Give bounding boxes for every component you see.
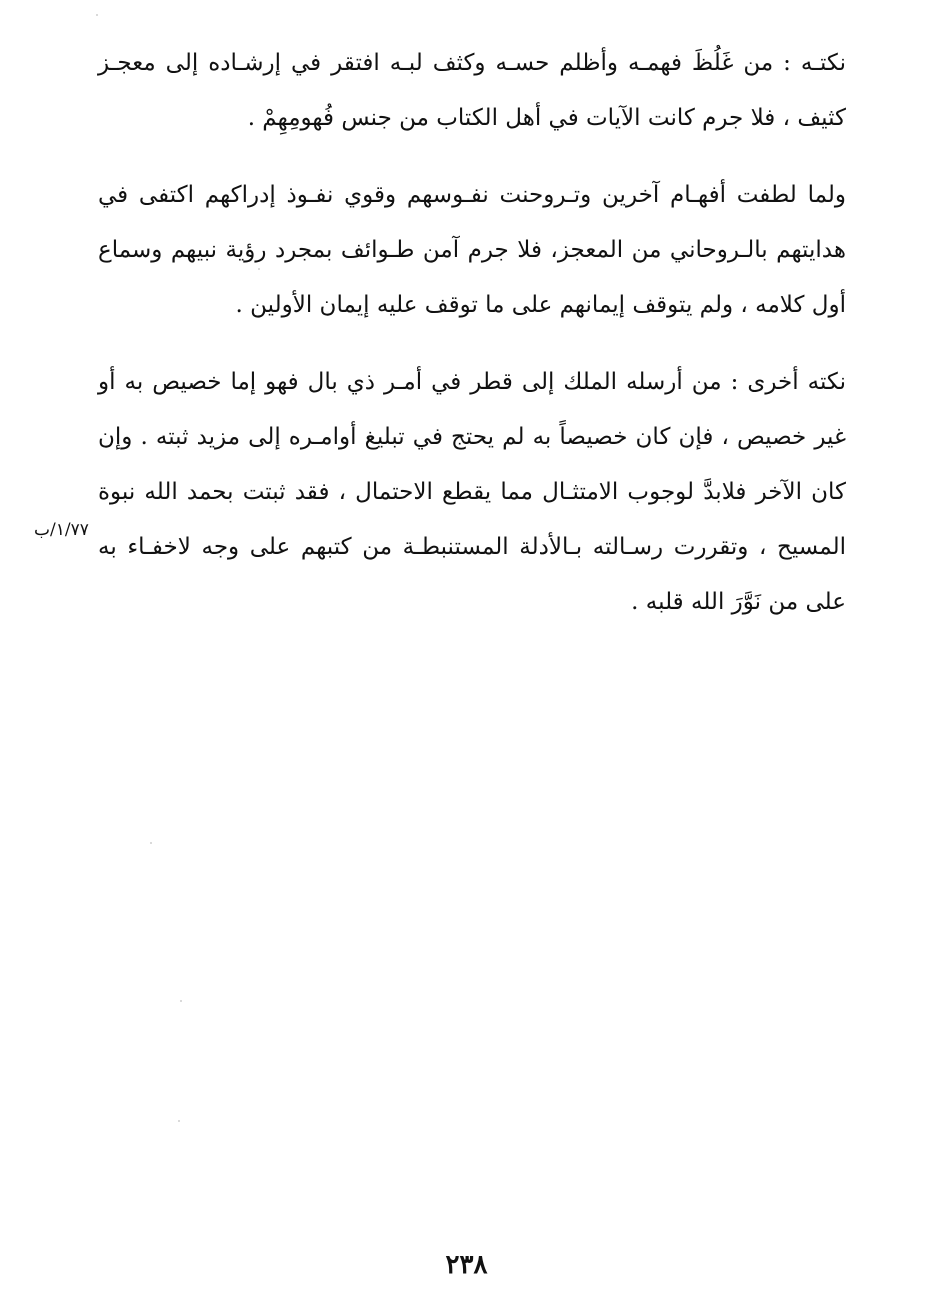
- scan-speck: [96, 14, 98, 16]
- scan-speck: [178, 1120, 180, 1122]
- scan-speck: [180, 1000, 182, 1002]
- paragraph-2: ولما لطفت أفهـام آخرين وتـروحنت نفـوسهم وقوي نفـوذ إدراكهم اكتفى في هدايتهم بالـروحاني من المعجز، فلا جرم آمن طـوائف بمجرد رؤية نبيهم وسماع أول كلامه ، ولم يتوقف إيمانهم على ما توقف عليه إيمان الأولين .: [98, 182, 846, 318]
- page-number: ٢٣٨: [445, 1250, 488, 1280]
- paragraph-1: نكتـه : من غَلُظَ فهمـه وأظلم حسـه وكثف لبـه افتقر في إرشـاده إلى معجـز كثيف ، فلا جرم كانت الآيات في أهل الكتاب من جنس فُهومِهِمْ .: [98, 50, 846, 131]
- paragraph-3: نكته أخرى : من أرسله الملك إلى قطر في أمـر ذي بال فهو إما خصيص به أو غير خصيص ، فإن كان خصيصاً به لم يحتج في تبليغ أوامـره إلى مزيد ثبته . وإن كان الآخر فلابدَّ لوجوب الامتثـال مما يقطع الاحتمال ، فقد ثبتت بحمد الله نبوة المسيح ، وتقررت رسـالته بـالأدلة المستنبطـة من كتبهم على وجه لاخفـاء به على من نَوَّرَ الله قلبه .: [98, 369, 846, 615]
- scan-speck: [258, 268, 260, 270]
- body-text: [98, 36, 846, 652]
- margin-folio-reference: ١/٧٧/ب: [34, 520, 89, 540]
- scan-speck: [150, 842, 152, 844]
